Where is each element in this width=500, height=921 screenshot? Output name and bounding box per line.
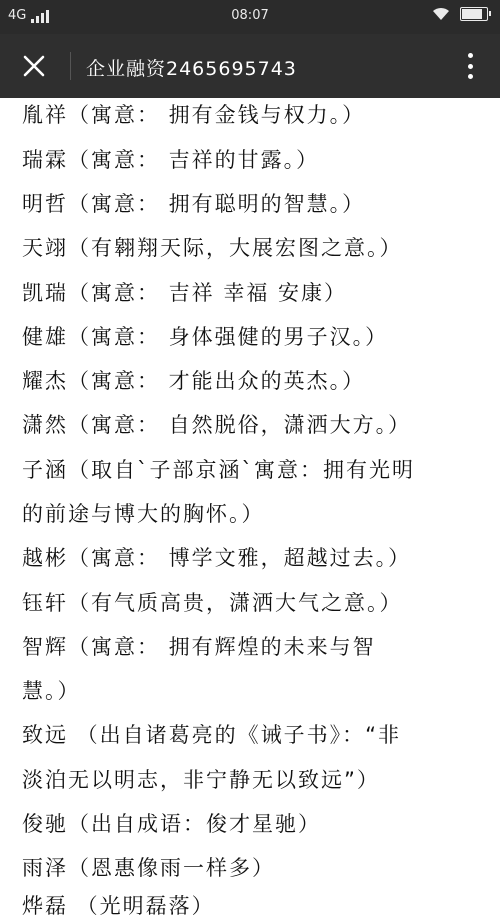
article-content: [0, 98, 500, 918]
text-line: 子涵（取自`子部京涵`寓意：拥有光明: [22, 458, 415, 482]
text-line: 智辉（寓意： 拥有辉煌的未来与智: [22, 635, 376, 659]
text-line: 凯瑞（寓意： 吉祥 幸福 安康）: [22, 281, 348, 305]
text-line: 明哲（寓意： 拥有聪明的智慧。）: [22, 192, 366, 216]
text-line: 致远 （出自诸葛亮的《诫子书》：“非: [22, 723, 402, 747]
header-bar: [0, 34, 500, 98]
status-bar: [0, 0, 500, 34]
more-vertical-icon: [468, 53, 473, 58]
battery-icon: [460, 7, 488, 21]
text-line: 淡泊无以明志，非宁静无以致远”）: [22, 768, 380, 792]
text-line: 天翊（有翱翔天际，大展宏图之意。）: [22, 236, 403, 260]
status-icons: [432, 7, 488, 21]
close-icon: [22, 54, 46, 78]
text-line: 耀杰（寓意： 才能出众的英杰。）: [22, 369, 366, 393]
text-line: 俊驰（出自成语：俊才星驰）: [22, 812, 321, 836]
header-divider: [70, 52, 71, 80]
text-line: 潇然（寓意： 自然脱俗，潇洒大方。）: [22, 413, 412, 437]
text-line: 慧。）: [22, 679, 81, 703]
network-type: 4G: [8, 8, 27, 23]
text-line: 的前途与博大的胸怀。）: [22, 502, 265, 526]
more-button[interactable]: [460, 50, 480, 82]
text-line: 钰轩（有气质高贵，潇洒大气之意。）: [22, 591, 403, 615]
text-line: 胤祥（寓意： 拥有金钱与权力。）: [22, 103, 366, 127]
text-line: 健雄（寓意： 身体强健的男子汉。）: [22, 325, 389, 349]
wifi-icon: [432, 7, 450, 21]
clock: 08:07: [231, 8, 269, 23]
text-line: 瑞霖（寓意： 吉祥的甘露。）: [22, 148, 320, 172]
text-line: 越彬（寓意： 博学文雅，超越过去。）: [22, 546, 412, 570]
page-title: 企业融资2465695743: [86, 58, 297, 80]
text-line: 烨磊 （光明磊落）: [22, 894, 215, 918]
text-line: 雨泽（恩惠像雨一样多）: [22, 856, 275, 880]
close-button[interactable]: [16, 48, 52, 84]
